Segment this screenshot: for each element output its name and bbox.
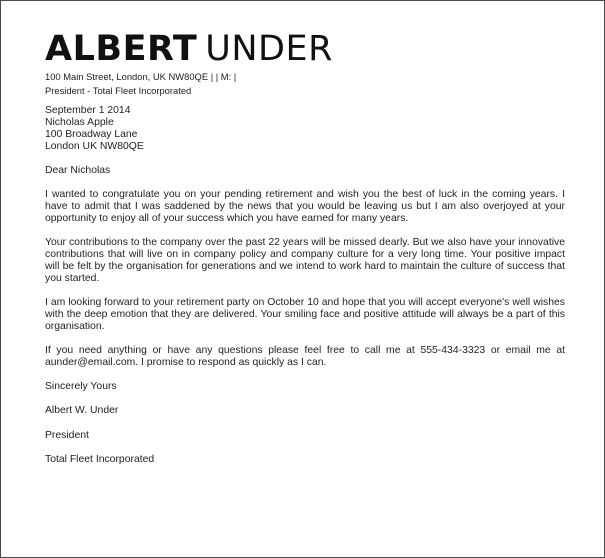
signer-title: President — [45, 429, 89, 441]
signer-company: Total Fleet Incorporated — [45, 454, 155, 466]
sender-name — [45, 29, 333, 69]
sender-address: 100 Main Street, London, UK NW80QE | | M: | — [45, 71, 237, 82]
sender-first-name: ALBERT — [45, 29, 198, 69]
paragraph-2: Your contributions to the company over the past 22 years will be missed dearly. But we also have your innovative contributions that will live on in company policy and company culture for a very long time. Your positive impact will be felt by the organisation for generations and we intend to work hard to maintain the culture of success that you started. — [45, 237, 565, 284]
letter-body — [45, 105, 565, 479]
letterhead — [45, 29, 333, 97]
recipient-street: 100 Broadway Lane — [45, 129, 138, 140]
sender-last-name: UNDER — [205, 29, 333, 69]
paragraph-4: If you need anything or have any questions please feel free to call me at 555-434-3323 or email me at aunder@email.com. I promise to respond as quickly as I can. — [45, 345, 565, 368]
paragraph-1: I wanted to congratulate you on your pending retirement and wish you the best of luck in the coming years. I have to admit that I was saddened by the news that you would be leaving us but I am also overjoyed at your opportunity to enjoy all of your success which you have earned for many years. — [45, 189, 565, 224]
recipient-block — [45, 105, 565, 153]
sender-position: President - Total Fleet Incorporated — [45, 85, 192, 96]
letter-date: September 1 2014 — [45, 105, 131, 116]
signature-block — [45, 381, 565, 466]
closing: Sincerely Yours — [45, 381, 117, 392]
salutation: Dear Nicholas — [45, 165, 111, 176]
recipient-city: London UK NW80QE — [45, 141, 144, 152]
signer-name: Albert W. Under — [45, 405, 119, 417]
recipient-name: Nicholas Apple — [45, 117, 114, 128]
paragraph-3: I am looking forward to your retirement party on October 10 and hope that you will accept everyone's well wishes with the deep emotion that they are delivered. Your smiling face and positive attitude will always be a part of this organisation. — [45, 297, 565, 332]
